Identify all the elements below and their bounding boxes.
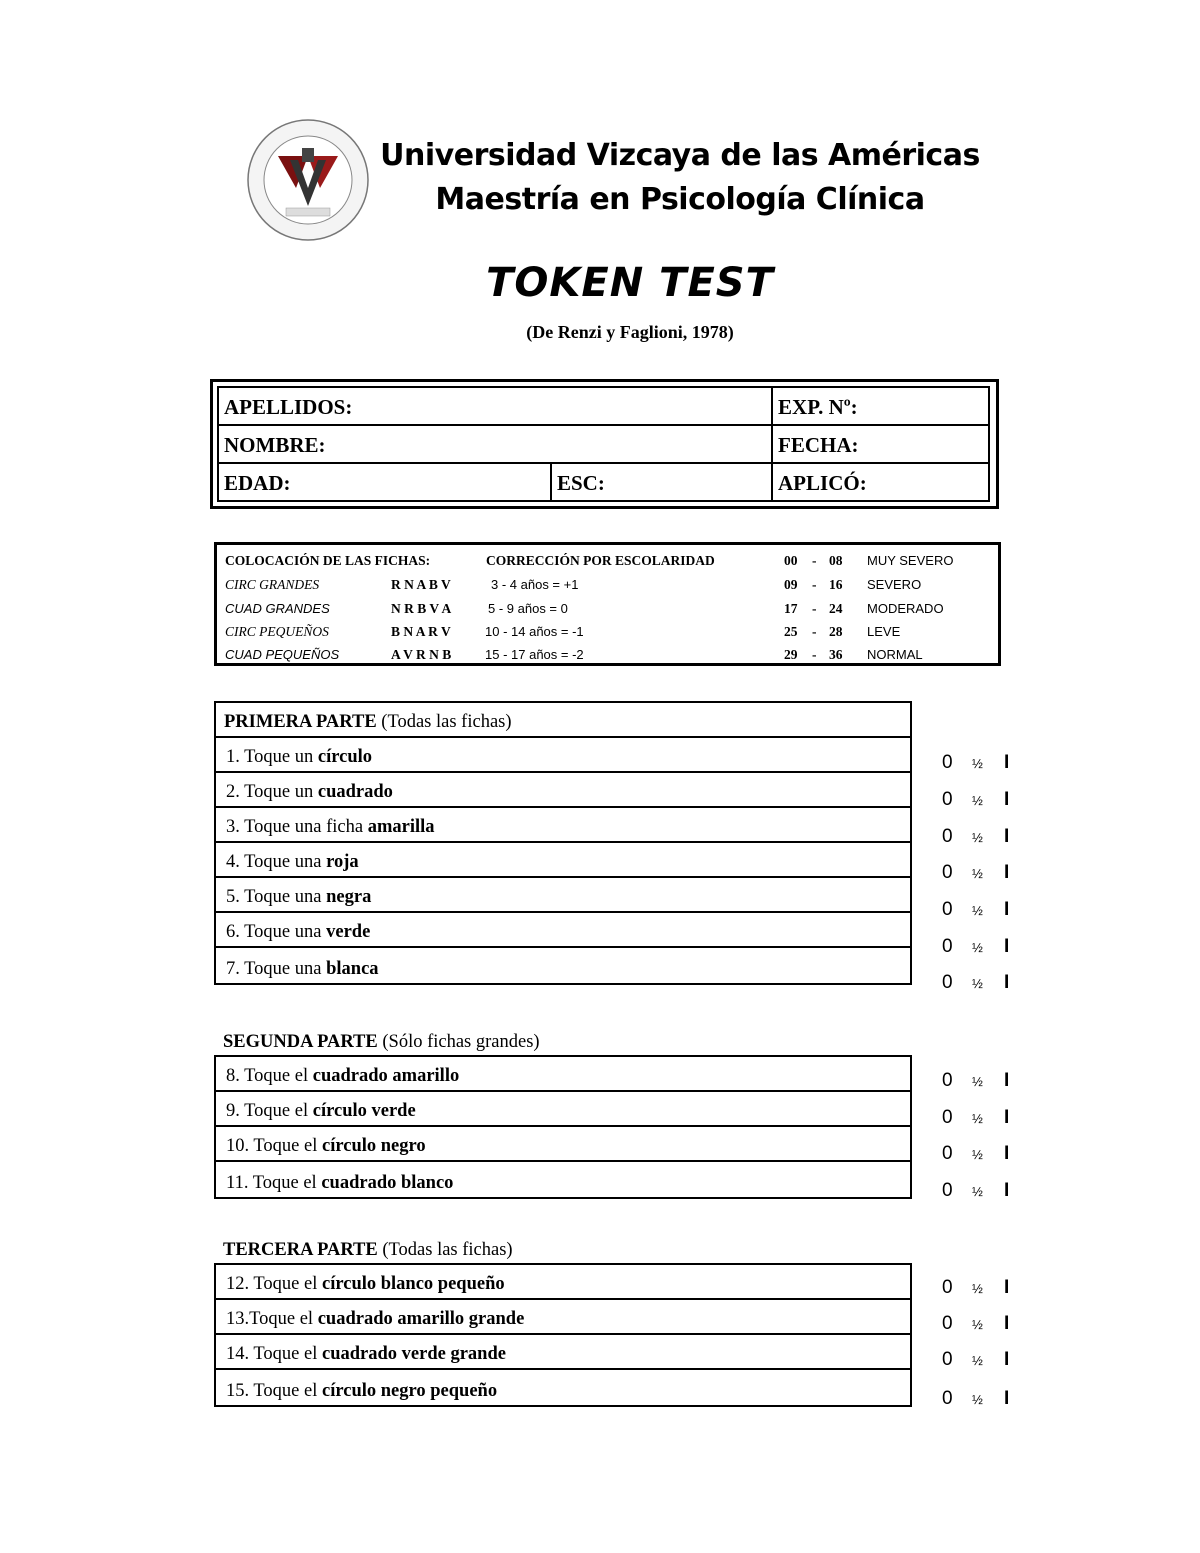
score-half[interactable]: ½ [972,976,983,991]
score-one[interactable]: I [1004,789,1010,810]
item-text [226,817,435,838]
item-instruction: 4. Toque una [226,852,322,872]
score-zero[interactable]: 0 [942,1313,953,1334]
item-target: negra [326,887,372,907]
exp-field[interactable]: EXP. Nº: [772,387,989,425]
score-half[interactable]: ½ [972,756,983,771]
score-zero[interactable]: 0 [942,972,953,993]
item-instruction: 10. Toque el [226,1136,318,1156]
score-zero[interactable]: 0 [942,1180,953,1201]
item-target: cuadrado verde grande [322,1344,506,1364]
item-text [226,959,379,980]
range-label: NORMAL [867,647,923,662]
range-label: SEVERO [867,577,922,592]
section-primera-parte [214,701,912,985]
item-text [226,747,372,768]
section-title-wrap [224,712,512,733]
score-one[interactable]: I [1004,972,1010,993]
section-note: (Todas las fichas) [382,1240,513,1260]
range-from: 25 [784,624,798,639]
test-item-row [216,1057,910,1092]
item-target: círculo negro pequeño [322,1381,498,1401]
score-one[interactable]: I [1004,899,1010,920]
range-sep: - [812,624,817,639]
score-zero[interactable]: 0 [942,862,953,883]
score-one[interactable]: I [1004,1107,1010,1128]
test-item-row [216,913,910,948]
score-options [942,936,1017,958]
score-one[interactable]: I [1004,1388,1010,1409]
item-instruction: 12. Toque el [226,1274,318,1294]
score-one[interactable]: I [1004,752,1010,773]
edad-field[interactable]: EDAD: [218,463,551,501]
score-half[interactable]: ½ [972,1317,983,1332]
section-heading [223,1240,513,1261]
score-one[interactable]: I [1004,826,1010,847]
apellidos-field[interactable]: APELLIDOS: [218,387,772,425]
scoring-legend [214,542,1001,666]
score-half[interactable]: ½ [972,1281,983,1296]
score-one[interactable]: I [1004,1180,1010,1201]
test-item-row [216,843,910,878]
item-target: cuadrado amarillo [312,1066,460,1086]
item-instruction: 11. Toque el [226,1173,317,1193]
range-sep: - [812,601,817,616]
score-options [942,899,1017,921]
test-item-row [216,1335,910,1370]
score-half[interactable]: ½ [972,1392,983,1407]
item-target: círculo [317,747,373,767]
score-half[interactable]: ½ [972,1184,983,1199]
range-label: MUY SEVERO [867,553,954,568]
score-half[interactable]: ½ [972,1074,983,1089]
item-instruction: 9. Toque el [226,1101,309,1121]
section-title: PRIMERA PARTE [224,712,377,732]
score-options [942,1180,1017,1202]
item-target: círculo negro [322,1136,426,1156]
section-note: (Sólo fichas grandes) [382,1032,540,1052]
item-target: cuadrado amarillo grande [317,1309,525,1329]
score-options [942,1313,1017,1335]
score-options [942,789,1017,811]
item-text [226,1381,497,1402]
item-instruction: 6. Toque una [226,922,322,942]
patient-info-box [210,379,999,509]
token-order: A V R N B [391,647,452,662]
item-instruction: 2. Toque un [226,782,314,802]
test-item-row [216,1092,910,1127]
score-options [942,1070,1017,1092]
score-options [942,862,1017,884]
university-name: Universidad Vizcaya de las Américas [380,138,980,173]
score-half[interactable]: ½ [972,1111,983,1126]
token-name: CUAD PEQUEÑOS [225,647,340,662]
program-name: Maestría en Psicología Clínica [435,182,925,217]
nombre-field[interactable]: NOMBRE: [218,425,772,463]
range-to: 08 [829,553,843,568]
score-zero[interactable]: 0 [942,899,953,920]
item-instruction: 5. Toque una [226,887,322,907]
item-target: blanca [326,959,379,979]
correction-rule: 10 - 14 años = -1 [485,624,584,639]
score-one[interactable]: I [1004,1070,1010,1091]
score-options [942,752,1017,774]
score-half[interactable]: ½ [972,1353,983,1368]
test-item-row [216,738,910,773]
item-text [226,1101,416,1122]
correction-rule: 15 - 17 años = -2 [485,647,584,662]
item-instruction: 14. Toque el [226,1344,318,1364]
token-name: CUAD GRANDES [225,601,330,616]
fecha-field[interactable]: FECHA: [772,425,989,463]
item-text [226,1309,524,1330]
token-order: N R B V A [391,601,452,616]
score-one[interactable]: I [1004,1313,1010,1334]
range-to: 24 [829,601,843,616]
test-item-row [216,878,910,913]
test-item-row [216,1162,910,1197]
item-text [226,1274,505,1295]
document-subtitle: (De Renzi y Faglioni, 1978) [526,322,734,342]
section-tercera-parte [214,1263,912,1407]
score-options [942,1143,1017,1165]
correction-rule: 5 - 9 años = 0 [488,601,568,616]
token-name: CIRC PEQUEÑOS [225,624,329,639]
patient-info-table [217,386,990,502]
section-title: SEGUNDA PARTE [223,1032,378,1052]
score-one[interactable]: I [1004,1349,1010,1370]
score-half[interactable]: ½ [972,866,983,881]
item-instruction: 3. Toque una ficha [226,817,364,837]
score-zero[interactable]: 0 [942,1107,953,1128]
item-text [226,1066,459,1087]
test-item-row [216,1265,910,1300]
section-heading-row [216,703,910,738]
item-target: amarilla [367,817,435,837]
item-text [226,1344,506,1365]
item-text [226,1136,426,1157]
score-options [942,1349,1017,1371]
score-zero[interactable]: 0 [942,789,953,810]
score-options [942,1277,1017,1299]
score-half[interactable]: ½ [972,793,983,808]
section-segunda-parte [214,1055,912,1199]
test-item-row [216,773,910,808]
item-target: roja [326,852,359,872]
section-heading [223,1032,540,1053]
range-from: 09 [784,577,798,592]
item-text [226,887,371,908]
score-one[interactable]: I [1004,1143,1010,1164]
token-order: B N A R V [391,624,451,639]
test-item-row [216,1300,910,1335]
range-to: 28 [829,624,843,639]
score-zero[interactable]: 0 [942,1388,953,1409]
aplico-field[interactable]: APLICÓ: [772,463,989,501]
score-zero[interactable]: 0 [942,826,953,847]
range-to: 36 [829,647,843,662]
range-label: MODERADO [867,601,944,616]
score-half[interactable]: ½ [972,830,983,845]
score-options [942,1388,1017,1410]
score-zero[interactable]: 0 [942,1070,953,1091]
university-seal-logo [246,118,370,242]
item-text [226,852,359,873]
score-zero[interactable]: 0 [942,752,953,773]
score-options [942,826,1017,848]
section-title: TERCERA PARTE [223,1240,378,1260]
esc-field[interactable]: ESC: [551,463,772,501]
range-sep: - [812,577,817,592]
range-from: 00 [784,553,798,568]
item-instruction: 1. Toque un [226,747,314,767]
item-instruction: 8. Toque el [226,1066,309,1086]
range-sep: - [812,647,817,662]
test-item-row [216,948,910,983]
score-one[interactable]: I [1004,1277,1010,1298]
item-target: cuadrado blanco [321,1173,454,1193]
range-sep: - [812,553,817,568]
item-target: círculo blanco pequeño [322,1274,505,1294]
score-half[interactable]: ½ [972,903,983,918]
item-text [226,782,393,803]
score-one[interactable]: I [1004,862,1010,883]
score-one[interactable]: I [1004,936,1010,957]
score-half[interactable]: ½ [972,1147,983,1162]
range-to: 16 [829,577,843,592]
correction-header: CORRECCIÓN POR ESCOLARIDAD [486,553,715,568]
score-zero[interactable]: 0 [942,936,953,957]
score-zero[interactable]: 0 [942,1349,953,1370]
item-target: círculo verde [312,1101,416,1121]
token-name: CIRC GRANDES [225,577,320,592]
item-instruction: 15. Toque el [226,1381,318,1401]
test-item-row [216,1127,910,1162]
score-options [942,972,1017,994]
item-target: verde [326,922,371,942]
range-from: 17 [784,601,798,616]
range-from: 29 [784,647,798,662]
correction-rule: 3 - 4 años = +1 [491,577,579,592]
item-instruction: 7. Toque una [226,959,322,979]
item-text [226,1173,453,1194]
item-target: cuadrado [317,782,393,802]
score-zero[interactable]: 0 [942,1277,953,1298]
test-item-row [216,808,910,843]
range-label: LEVE [867,624,901,639]
token-order: R N A B V [391,577,451,592]
score-options [942,1107,1017,1129]
score-half[interactable]: ½ [972,940,983,955]
score-zero[interactable]: 0 [942,1143,953,1164]
section-note: (Todas las fichas) [381,712,512,732]
placement-header: COLOCACIÓN DE LAS FICHAS: [225,553,431,568]
item-instruction: 13.Toque el [226,1309,314,1329]
test-item-row [216,1370,910,1405]
item-text [226,922,370,943]
document-title: TOKEN TEST [486,260,774,306]
